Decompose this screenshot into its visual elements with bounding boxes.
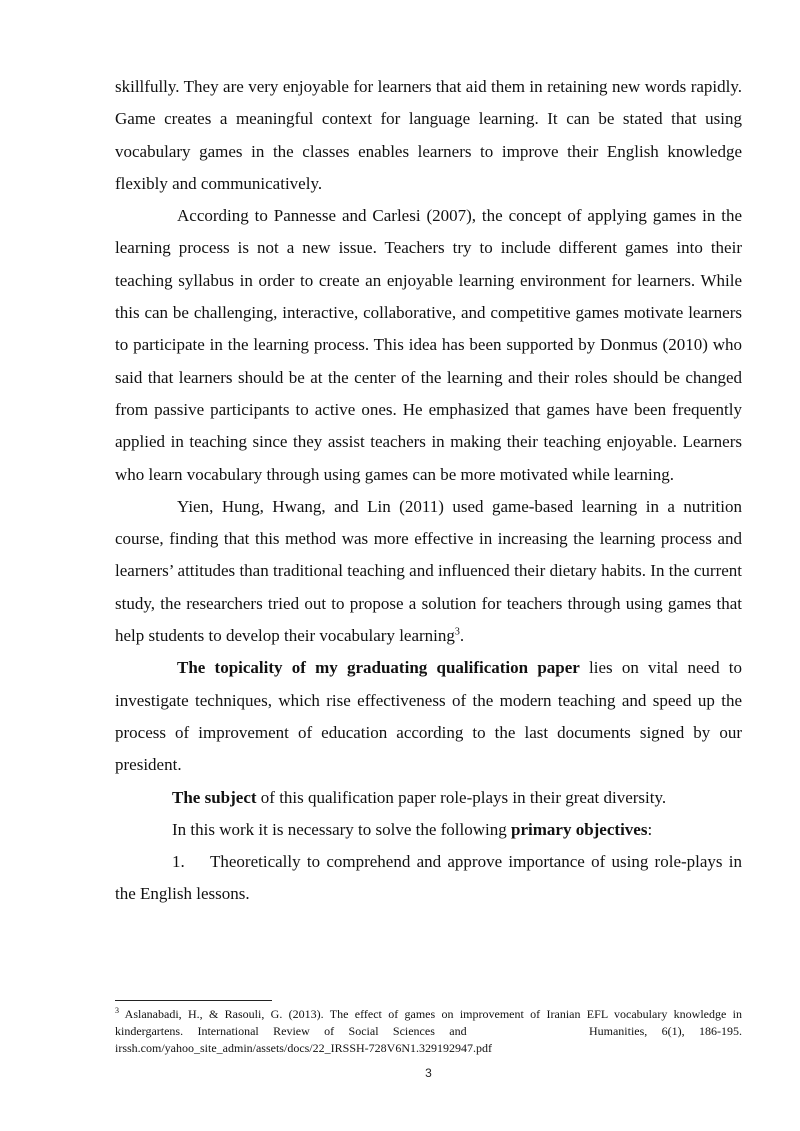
footnote-separator [115,1000,272,1001]
topicality-heading: The topicality of my graduating qualification paper [177,658,580,678]
paragraph-topicality [115,652,742,781]
objectives-colon: : [647,819,653,839]
objectives-intro: In this work it is necessary to solve the following [172,819,512,839]
paragraph-subject [115,782,742,814]
page-number: 3 [425,1066,432,1080]
paragraph-3-text: Yien, Hung, Hwang, and Lin (2011) used game-based learning in a nutrition course, finding that this method was more effective in increasing the learning process and learners’ attitudes than traditional teaching and influenced their dietary habits. In the current study, the researchers tried out to propose a solution for teachers through using games that help students to develop their vocabulary learning [115,496,742,646]
paragraph-1: skillfully. They are very enjoyable for learners that aid them in retaining new words rapidly. Game creates a meaningful context for language learning. It can be stated that using vocabulary games in the classes enables learners to improve their English knowledge flexibly and communicatively. [115,77,742,193]
paragraph-objectives [115,814,742,846]
body-text [115,71,742,911]
footnote [115,1006,742,1057]
paragraph-3-end: . [459,626,465,646]
paragraph-2: According to Pannesse and Carlesi (2007), the concept of applying games in the learning process is not a new issue. Teachers try to include different games into their teaching syllabus in order to create an enjoyable learning environment for learners. While this can be challenging, interactive, collaborative, and competitive games motivate learners to participate in the learning process. This idea has been supported by Donmus (2010) who said that learners should be at the center of the learning and their roles should be changed from passive participants to active ones. He emphasized that games have been frequently applied in teaching since they assist teachers in making their teaching enjoyable. Learners who learn vocabulary through using games can be more motivated while learning. [115,206,742,484]
subject-heading: The subject [172,787,257,807]
footnote-text-part2: Humanities, 6(1), 186-195. irssh.com/yahoo_site_admin/assets/docs/22_IRSSH-728V6N1.329192947.pdf [115,1024,743,1055]
list-item-number: 1. [172,852,185,872]
footnote-reference[interactable]: 3 [454,626,460,638]
list-item [115,846,742,911]
list-item-text: Theoretically to comprehend and approve importance of using role-plays in the English lessons. [115,852,742,904]
subject-text: of this qualification paper role-plays in their great diversity. [256,787,667,807]
objectives-heading: primary objectives [511,819,648,839]
footnote-text-part1: Aslanabadi, H., & Rasouli, G. (2013). The effect of games on improvement of Iranian EFL vocabulary knowledge in kindergartens. International Review of Social Sciences and [115,1007,742,1038]
topicality-text: lies on vital need to investigate techniques, which rise effectiveness of the modern teaching and speed up the process of improvement of education according to the last documents signed by our president. [115,658,743,775]
footnote-marker: 3 [115,1006,119,1015]
paragraph-3 [115,491,742,652]
